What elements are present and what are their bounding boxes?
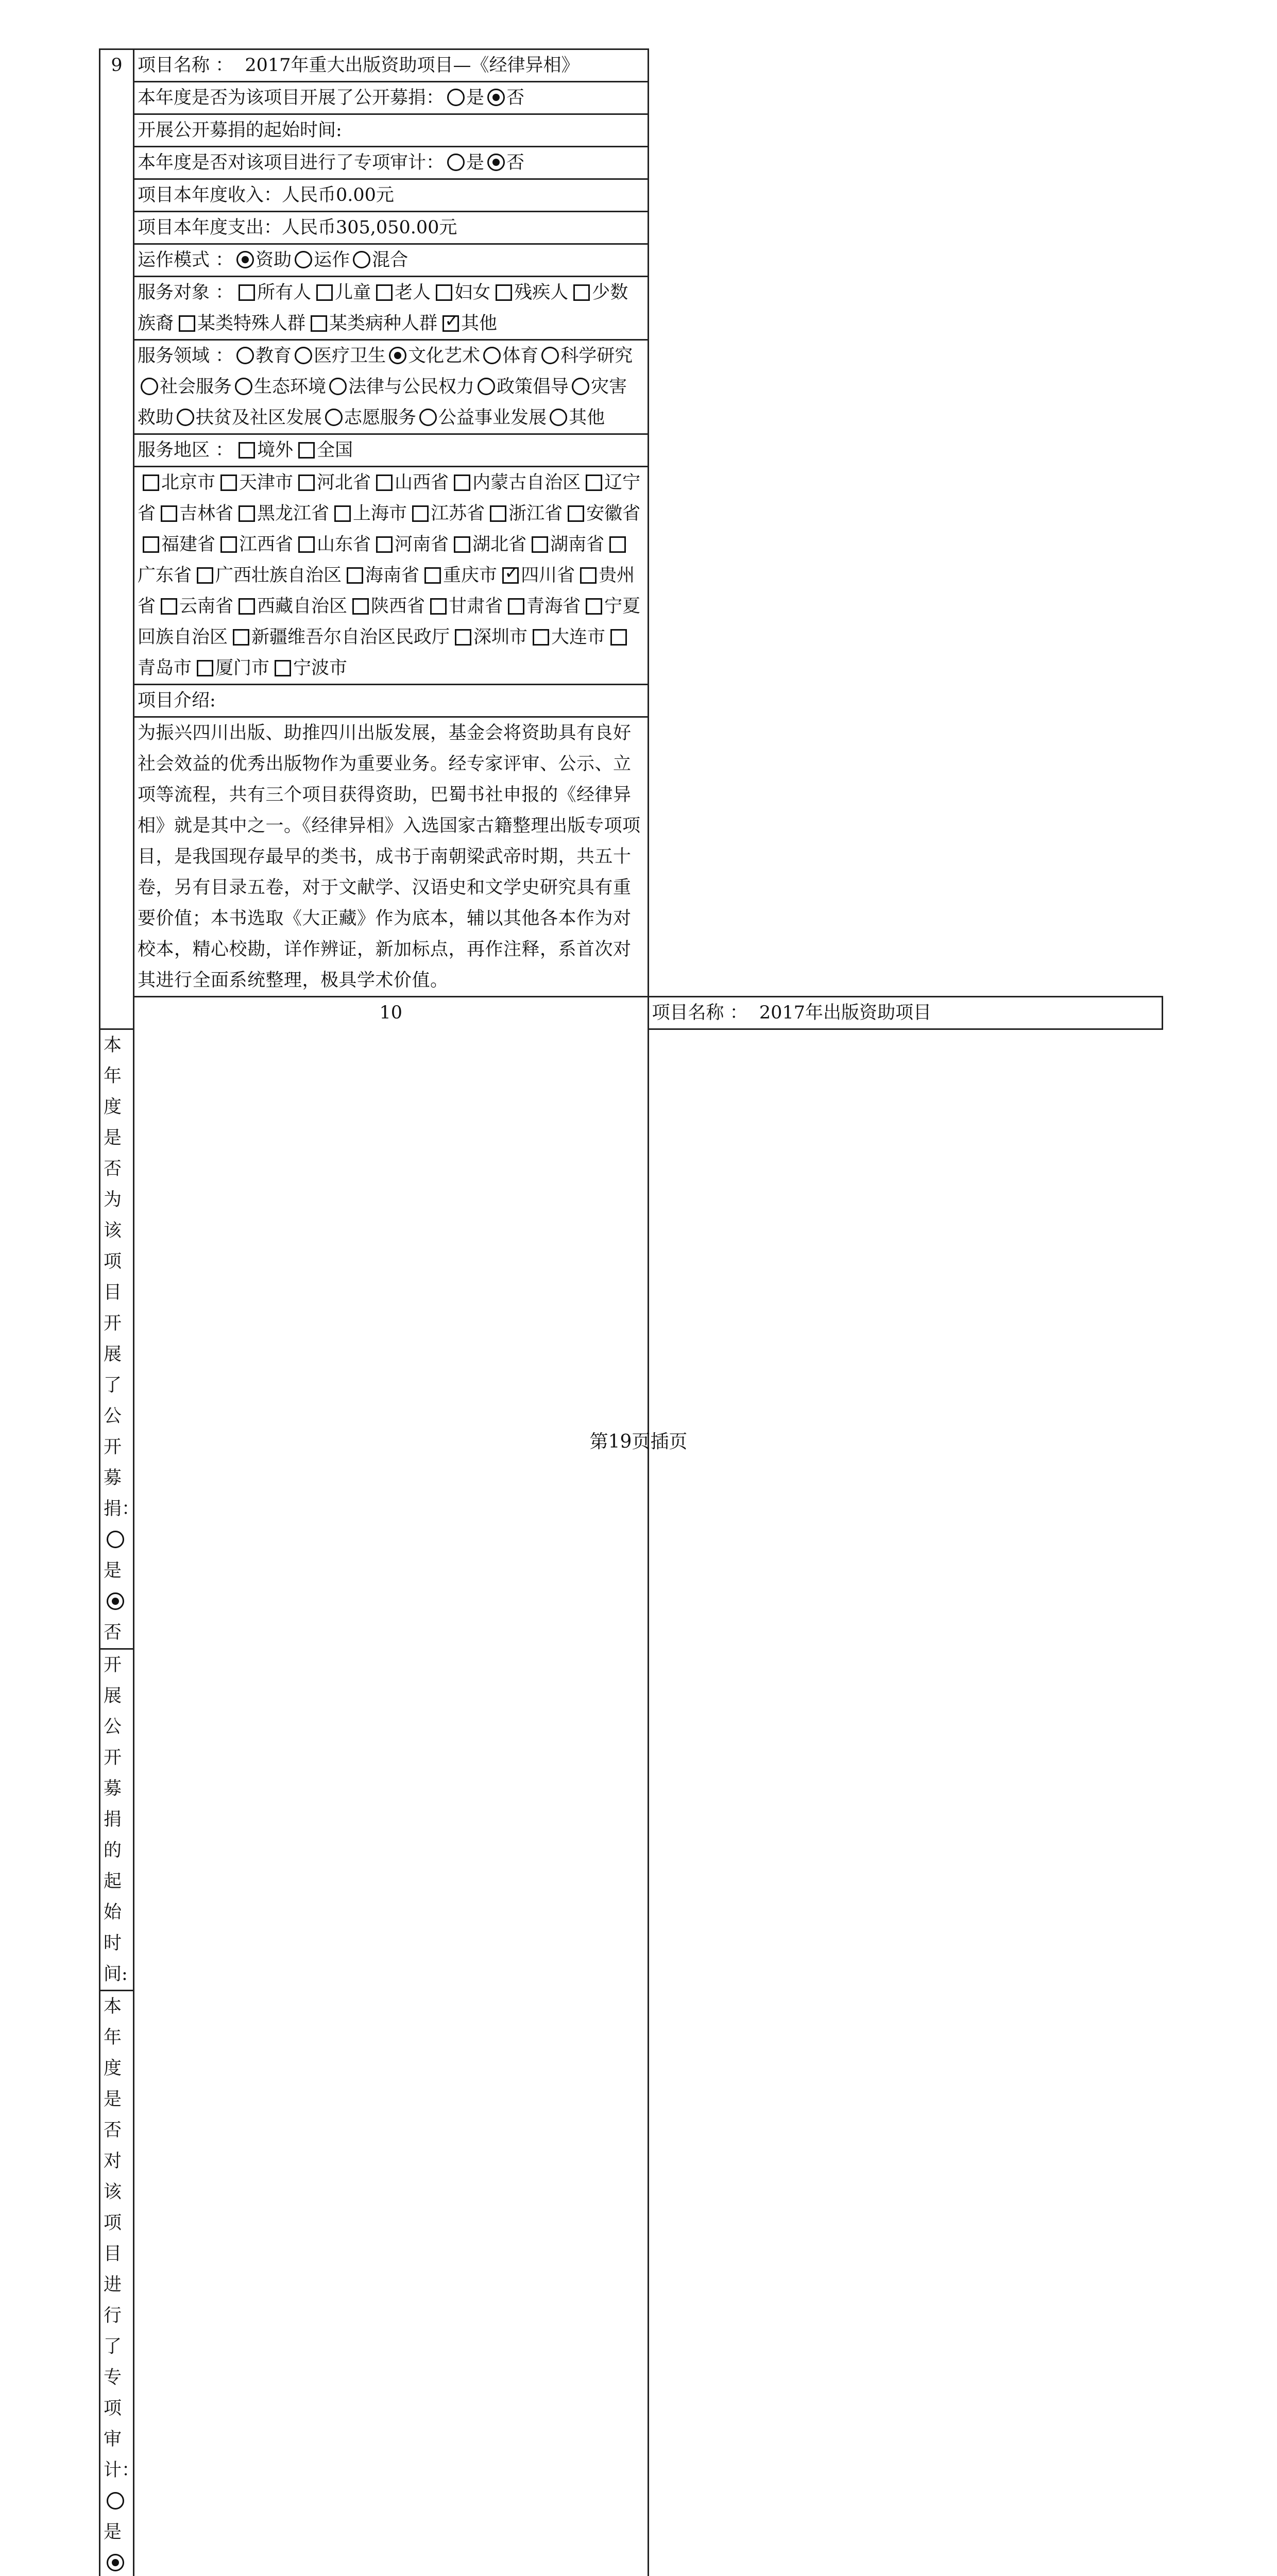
intro-label-row bbox=[100, 685, 1163, 717]
region-option: 山东省 bbox=[317, 534, 371, 555]
region-option: 内蒙古自治区 bbox=[472, 472, 581, 493]
region-checkbox[interactable] bbox=[220, 536, 237, 553]
region-option: 山西省 bbox=[395, 472, 449, 493]
field-radio[interactable] bbox=[550, 409, 567, 426]
region-option: 全国 bbox=[317, 440, 353, 461]
field-radio[interactable] bbox=[177, 409, 194, 426]
region-checkbox[interactable] bbox=[161, 598, 177, 615]
mode-label: 运作模式 ： bbox=[138, 250, 233, 270]
target-row bbox=[100, 277, 1163, 340]
region-option: 河南省 bbox=[395, 534, 449, 555]
intro-text: 为振兴四川出版、助推四川出版发展，基金会将资助具有良好社会效益的优秀出版物作为重要业务。经专家评审、公示、立项等流程，共有三个项目获得资助，巴蜀书社申报的《经律异相》就是其中之一。《经律异相》入选国家古籍整理出版专项项目，是我国现存最早的类书，成书于南朝梁武帝时期，共五十卷，另有目录五卷，对于文献学、汉语史和文学史研究具有重要价值；本书选取《大正藏》作为底本，辅以其他各本作为对校本，精心校勘，详作辨证，新加标点，再作注释，系首次对其进行全面系统整理，极具学术价值。 bbox=[134, 717, 649, 997]
target-option: 其他 bbox=[461, 313, 497, 334]
project-name-row bbox=[100, 997, 1163, 1029]
region-checkbox[interactable] bbox=[298, 536, 315, 553]
field-row bbox=[100, 340, 1163, 434]
fundraising-question: 本年度是否为该项目开展了公开募捐： bbox=[104, 1035, 140, 1519]
field-radio[interactable] bbox=[295, 347, 312, 364]
field-radio[interactable] bbox=[236, 347, 254, 364]
project-name-label: 项目名称 ： bbox=[138, 55, 233, 76]
region-checkbox[interactable] bbox=[239, 505, 255, 522]
region-option: 黑龙江省 bbox=[257, 503, 329, 524]
region-checkbox[interactable] bbox=[454, 536, 470, 553]
region-option: 甘肃省 bbox=[449, 596, 503, 617]
region-checkbox[interactable] bbox=[580, 567, 597, 584]
field-option: 灾害救助 bbox=[138, 377, 627, 428]
target-checkbox[interactable] bbox=[311, 315, 327, 332]
region-checkbox[interactable] bbox=[161, 505, 177, 522]
intro-row bbox=[100, 717, 1163, 997]
target-option: 某类病种人群 bbox=[329, 313, 437, 334]
project-name: 2017年出版资助项目 bbox=[759, 1003, 931, 1023]
region-checkbox[interactable] bbox=[508, 598, 524, 615]
mode-row bbox=[100, 244, 1163, 277]
field-option: 医疗卫生 bbox=[314, 346, 386, 366]
fundraising-no-radio[interactable] bbox=[487, 89, 505, 106]
region-option: 辽宁省 bbox=[138, 472, 640, 524]
region-checkbox[interactable] bbox=[412, 505, 429, 522]
target-checkbox[interactable] bbox=[442, 315, 459, 332]
project-form bbox=[99, 48, 1163, 2576]
income-value: 项目本年度收入：人民币0.00元 bbox=[134, 179, 649, 212]
field-option: 扶贫及社区发展 bbox=[196, 408, 322, 428]
target-option: 残疾人 bbox=[514, 282, 568, 303]
fundraising-yes-label: 是 bbox=[104, 1561, 122, 1581]
project-name-label: 项目名称 ： bbox=[652, 1003, 748, 1023]
region-option: 大连市 bbox=[551, 627, 605, 648]
fundraising-no-label: 否 bbox=[104, 1622, 122, 1643]
field-radio[interactable] bbox=[235, 378, 252, 395]
region-checkbox[interactable] bbox=[233, 629, 249, 646]
region-option: 贵州省 bbox=[138, 565, 635, 617]
region-checkbox[interactable] bbox=[347, 567, 363, 584]
audit-no-radio[interactable] bbox=[487, 154, 505, 171]
mode-radio[interactable] bbox=[353, 251, 370, 268]
audit-yes-label: 是 bbox=[104, 2522, 122, 2543]
region-checkbox[interactable] bbox=[568, 505, 584, 522]
fundraising-yes-radio[interactable] bbox=[107, 1531, 124, 1548]
mode-radio[interactable] bbox=[236, 251, 254, 268]
region-option: 河北省 bbox=[317, 472, 371, 493]
audit-yes-radio[interactable] bbox=[447, 154, 465, 171]
region-option: 厦门市 bbox=[215, 658, 269, 679]
region-option: 广西壮族自治区 bbox=[215, 565, 342, 586]
target-checkbox[interactable] bbox=[573, 284, 590, 301]
region-option: 福建省 bbox=[161, 534, 215, 555]
region-option: 北京市 bbox=[161, 472, 215, 493]
target-option: 妇女 bbox=[454, 282, 490, 303]
field-radio[interactable] bbox=[329, 378, 347, 395]
region-option: 境外 bbox=[257, 440, 293, 461]
project-number: 9 bbox=[100, 49, 134, 1029]
region-checkbox[interactable] bbox=[609, 536, 626, 553]
audit-no-label: 否 bbox=[506, 152, 524, 173]
region-checkbox[interactable] bbox=[532, 536, 548, 553]
field-option: 体育 bbox=[502, 346, 538, 366]
region-checkbox[interactable] bbox=[430, 598, 447, 615]
target-checkbox[interactable] bbox=[239, 284, 255, 301]
region-option: 云南省 bbox=[179, 596, 233, 617]
audit-row bbox=[100, 147, 1163, 179]
region-checkbox[interactable] bbox=[586, 474, 602, 491]
target-checkbox[interactable] bbox=[496, 284, 512, 301]
target-option: 儿童 bbox=[335, 282, 371, 303]
fundraising-no-label: 否 bbox=[506, 88, 524, 108]
region-checkbox[interactable] bbox=[143, 536, 159, 553]
target-label: 服务对象 ： bbox=[138, 282, 233, 303]
region-option: 吉林省 bbox=[179, 503, 233, 524]
field-option: 科学研究 bbox=[560, 346, 633, 366]
region-checkbox[interactable] bbox=[143, 474, 159, 491]
field-option: 文化艺术 bbox=[408, 346, 480, 366]
region-option: 重庆市 bbox=[443, 565, 497, 586]
region-option: 深圳市 bbox=[473, 627, 527, 648]
region-checkbox[interactable] bbox=[533, 629, 549, 646]
field-option: 生态环境 bbox=[254, 377, 326, 397]
field-option: 志愿服务 bbox=[344, 408, 416, 428]
region-option: 新疆维吾尔自治区民政厅 bbox=[251, 627, 450, 648]
mode-radio[interactable] bbox=[295, 251, 312, 268]
region-option: 湖北省 bbox=[472, 534, 526, 555]
field-radio[interactable] bbox=[541, 347, 559, 364]
target-checkbox[interactable] bbox=[179, 315, 195, 332]
region-checkbox[interactable] bbox=[239, 598, 255, 615]
audit-question: 本年度是否对该项目进行了专项审计： bbox=[104, 1996, 140, 2481]
field-option: 法律与公民权力 bbox=[348, 377, 474, 397]
region-checkbox[interactable] bbox=[376, 536, 393, 553]
start-time-label: 开展公开募捐的起始时间: bbox=[134, 114, 649, 147]
region-checkbox[interactable] bbox=[454, 474, 470, 491]
target-option: 老人 bbox=[395, 282, 431, 303]
page-footer: 第19页插页 bbox=[0, 1427, 1277, 1453]
field-radio[interactable] bbox=[419, 409, 437, 426]
target-checkbox[interactable] bbox=[316, 284, 333, 301]
region-option: 宁夏回族自治区 bbox=[138, 596, 640, 648]
region-checkbox[interactable] bbox=[197, 660, 213, 676]
mode-option: 运作 bbox=[314, 250, 350, 270]
region-option: 广东省 bbox=[138, 565, 192, 586]
region-option: 陕西省 bbox=[371, 596, 425, 617]
expense-row bbox=[100, 212, 1163, 244]
region-top-row bbox=[100, 434, 1163, 467]
region-checkbox[interactable] bbox=[298, 474, 315, 491]
region-checkbox[interactable] bbox=[197, 567, 213, 584]
region-checkbox[interactable] bbox=[424, 567, 441, 584]
start-time-label: 开展公开募捐的起始时间: bbox=[100, 1649, 134, 1991]
field-radio[interactable] bbox=[478, 378, 495, 395]
region-option: 浙江省 bbox=[508, 503, 563, 524]
field-radio[interactable] bbox=[325, 409, 343, 426]
region-option: 海南省 bbox=[365, 565, 419, 586]
project-number: 10 bbox=[134, 997, 649, 2576]
income-row bbox=[100, 179, 1163, 212]
audit-question: 本年度是否对该项目进行了专项审计： bbox=[138, 152, 444, 173]
mode-option: 资助 bbox=[256, 250, 292, 270]
field-radio[interactable] bbox=[483, 347, 501, 364]
field-radio[interactable] bbox=[141, 378, 158, 395]
field-option: 其他 bbox=[569, 408, 605, 428]
region-checkbox[interactable] bbox=[376, 474, 393, 491]
region-option: 宁波市 bbox=[293, 658, 347, 679]
intro-label: 项目介绍: bbox=[134, 685, 649, 717]
region-checkbox[interactable] bbox=[455, 629, 471, 646]
region-checkbox[interactable] bbox=[220, 474, 237, 491]
region-option: 湖南省 bbox=[550, 534, 604, 555]
field-option: 教育 bbox=[256, 346, 292, 366]
field-option: 社会服务 bbox=[160, 377, 232, 397]
fundraising-no-radio[interactable] bbox=[107, 1592, 124, 1610]
region-label: 服务地区 ： bbox=[138, 440, 233, 461]
mode-option: 混合 bbox=[372, 250, 408, 270]
region-list bbox=[134, 467, 649, 685]
region-option: 青海省 bbox=[526, 596, 581, 617]
region-checkbox[interactable] bbox=[586, 598, 602, 615]
field-option: 政策倡导 bbox=[497, 377, 569, 397]
region-checkbox[interactable] bbox=[502, 567, 519, 584]
target-checkbox[interactable] bbox=[436, 284, 452, 301]
project-name-row bbox=[100, 49, 1163, 82]
region-option: 安徽省 bbox=[586, 503, 640, 524]
field-option: 公益事业发展 bbox=[438, 408, 547, 428]
field-label: 服务领域 ： bbox=[138, 346, 233, 366]
region-option: 青岛市 bbox=[138, 658, 192, 679]
fundraising-question: 本年度是否为该项目开展了公开募捐： bbox=[138, 88, 444, 108]
region-national-checkbox[interactable] bbox=[298, 442, 315, 459]
region-checkbox[interactable] bbox=[334, 505, 351, 522]
region-option: 江西省 bbox=[239, 534, 293, 555]
target-option: 所有人 bbox=[257, 282, 311, 303]
target-checkbox[interactable] bbox=[376, 284, 393, 301]
fundraising-yes-radio[interactable] bbox=[447, 89, 465, 106]
audit-yes-radio[interactable] bbox=[107, 2492, 124, 2510]
region-checkbox[interactable] bbox=[352, 598, 369, 615]
region-checkbox[interactable] bbox=[275, 660, 291, 676]
expense-value: 项目本年度支出：人民币305,050.00元 bbox=[134, 212, 649, 244]
fundraising-row bbox=[100, 82, 1163, 114]
region-overseas-checkbox[interactable] bbox=[239, 442, 255, 459]
audit-no-radio[interactable] bbox=[107, 2554, 124, 2571]
target-option: 某类特殊人群 bbox=[197, 313, 305, 334]
audit-yes-label: 是 bbox=[466, 152, 484, 173]
region-checkbox[interactable] bbox=[490, 505, 506, 522]
target-option: 少数族裔 bbox=[138, 282, 628, 334]
region-option: 上海市 bbox=[353, 503, 407, 524]
start-time-row bbox=[100, 114, 1163, 147]
region-option: 四川省 bbox=[521, 565, 575, 586]
region-option: 天津市 bbox=[239, 472, 293, 493]
region-option: 西藏自治区 bbox=[257, 596, 347, 617]
region-option: 江苏省 bbox=[431, 503, 485, 524]
fundraising-yes-label: 是 bbox=[466, 88, 484, 108]
project-name: 2017年重大出版资助项目—《经律异相》 bbox=[245, 55, 579, 76]
field-radio[interactable] bbox=[389, 347, 406, 364]
region-checkbox[interactable] bbox=[610, 629, 627, 646]
region-list-row bbox=[100, 467, 1163, 685]
field-radio[interactable] bbox=[572, 378, 589, 395]
